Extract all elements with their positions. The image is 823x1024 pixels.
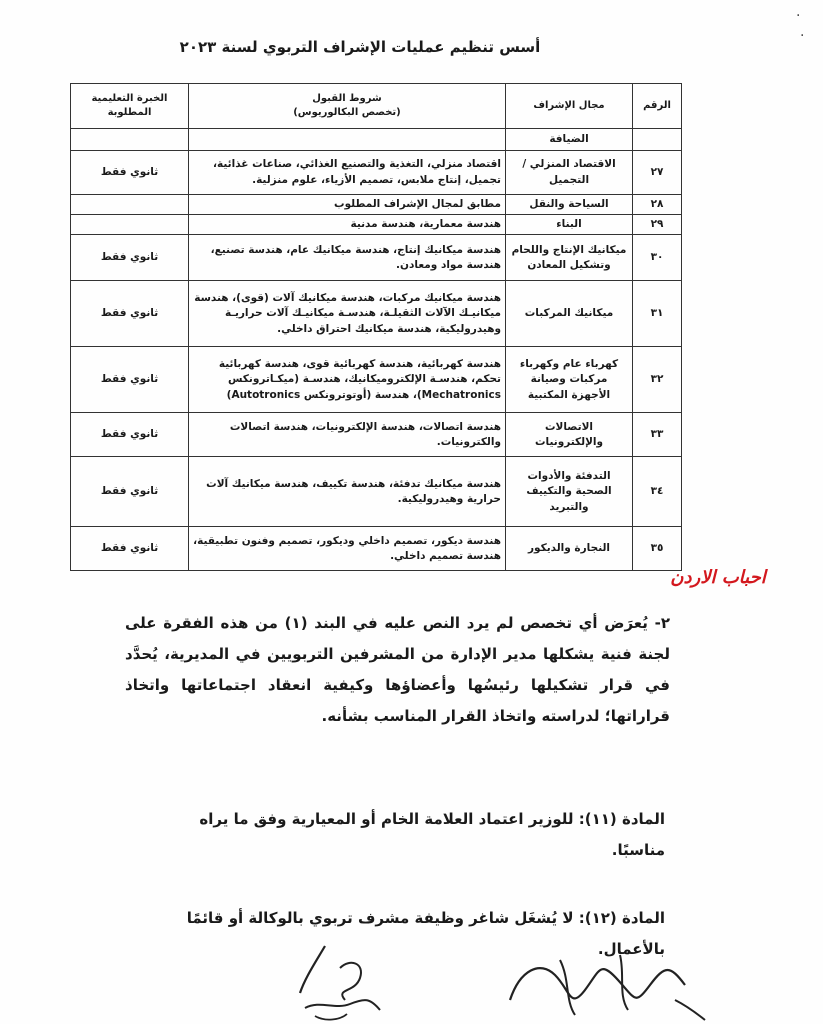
- supervision-table: [70, 83, 682, 571]
- table-row: [71, 195, 682, 215]
- cell-number: ٣٢: [633, 347, 682, 413]
- cell-conditions: هندسة معمارية، هندسة مدنية: [189, 215, 506, 235]
- table-row: [71, 527, 682, 571]
- table-row: [71, 235, 682, 281]
- cell-experience: ثانوي فقط: [71, 457, 189, 527]
- cell-conditions: هندسة اتصالات، هندسة الإلكترونيات، هندسة اتصالات والكترونيات.: [189, 413, 506, 457]
- cell-experience: [71, 129, 189, 151]
- cell-conditions: هندسة كهربائية، هندسة كهربائية قوى، هندسة كهربائية تحكم، هندسـة الإلكتروميكانيك، هندسـة (ميكـاترونكس Mechatronics)، هندسة (أوتوترونكس Autotronics): [189, 347, 506, 413]
- signature-left: [285, 938, 395, 1024]
- table-row: [71, 215, 682, 235]
- table-header-row: [71, 84, 682, 129]
- cell-number: ٣٠: [633, 235, 682, 281]
- clause-2-paragraph: ٢- يُعرَض أي تخصص لم يرد النص عليه في البند (١) من هذه الفقرة على لجنة فنية يشكلها مدير الإدارة من المشرفين التربويين في المديرية، يُحدَّد في قرار تشكيلها رئيسُها وأعضاؤها وكيفية انعقاد اجتماعاتها واتخاذ قراراتها؛ لدراسته واتخاذ القرار المناسب بشأنه.: [125, 614, 671, 725]
- cell-number: ٢٧: [633, 151, 682, 195]
- table-row: [71, 129, 682, 151]
- cell-area: ميكانيك الإنتاج واللحام وتشكيل المعادن: [506, 235, 633, 281]
- header-conditions-line1: شروط القبول: [312, 92, 382, 104]
- cell-area: كهرباء عام وكهرباء مركبات وصيانة الأجهزة المكتبية: [506, 347, 633, 413]
- scan-mark: ·: [800, 28, 805, 44]
- cell-number: ٣٥: [633, 527, 682, 571]
- cell-area: البناء: [506, 215, 633, 235]
- header-experience-line1: الخبرة التعليمية: [91, 92, 168, 104]
- cell-experience: ثانوي فقط: [71, 413, 189, 457]
- header-conditions: [189, 84, 506, 129]
- cell-conditions: اقتصاد منزلي، التغذية والتصنيع الغذائي، صناعات غذائية، تجميل، إنتاج ملابس، تصميم الأزياء، علوم منزلية.: [189, 151, 506, 195]
- cell-conditions: مطابق لمجال الإشراف المطلوب: [189, 195, 506, 215]
- cell-area: الضيافة: [506, 129, 633, 151]
- cell-area: الاتصالات والإلكترونيات: [506, 413, 633, 457]
- table-row: [71, 413, 682, 457]
- cell-conditions: هندسة ميكانيك مركبات، هندسة ميكانيك آلات (قوى)، هندسة ميكانيـك الآلات الثقيلـة، هندسـة ميكانيـك آلات حراريـة وهيدروليكية، هندسة ميكانيك احتراق داخلي.: [189, 281, 506, 347]
- cell-experience: ثانوي فقط: [71, 151, 189, 195]
- cell-number: ٣٣: [633, 413, 682, 457]
- cell-number: ٢٩: [633, 215, 682, 235]
- header-conditions-line2: (تخصص البكالوريوس): [293, 107, 401, 118]
- signature-right: [500, 940, 710, 1024]
- cell-area: السياحة والنقل: [506, 195, 633, 215]
- cell-experience: [71, 215, 189, 235]
- header-experience: [71, 84, 189, 129]
- header-experience-line2: المطلوبة: [107, 107, 152, 118]
- watermark-text: احباب الاردن: [670, 567, 766, 588]
- cell-area: التدفئة والأدوات الصحية والتكييف والتبريد: [506, 457, 633, 527]
- cell-experience: [71, 195, 189, 215]
- header-number: الرقم: [633, 84, 682, 129]
- cell-number: ٢٨: [633, 195, 682, 215]
- cell-experience: ثانوي فقط: [71, 235, 189, 281]
- header-area: مجال الإشراف: [506, 84, 633, 129]
- cell-area: ميكانيك المركبات: [506, 281, 633, 347]
- cell-conditions: هندسة ميكانيك إنتاج، هندسة ميكانيك عام، هندسة تصنيع، هندسة مواد ومعادن.: [189, 235, 506, 281]
- table-row: [71, 347, 682, 413]
- cell-conditions: هندسة ديكور، تصميم داخلي وديكور، تصميم وفنون تطبيقية، هندسة تصميم داخلي.: [189, 527, 506, 571]
- cell-experience: ثانوي فقط: [71, 347, 189, 413]
- cell-conditions: [189, 129, 506, 151]
- scan-mark: ·: [796, 8, 801, 24]
- document-title: أسس تنظيم عمليات الإشراف التربوي لسنة ٢٠٢٣: [179, 38, 541, 56]
- cell-number: ٣٤: [633, 457, 682, 527]
- cell-area: الاقتصاد المنزلي / التجميل: [506, 151, 633, 195]
- article-12: المادة (١٢): لا يُشغَل شاغر وظيفة مشرف تربوي بالوكالة أو قائمًا بالأعمال.: [186, 909, 665, 958]
- cell-experience: ثانوي فقط: [71, 527, 189, 571]
- cell-experience: ثانوي فقط: [71, 281, 189, 347]
- cell-number: ٣١: [633, 281, 682, 347]
- cell-area: النجارة والديكور: [506, 527, 633, 571]
- cell-conditions: هندسة ميكانيك تدفئة، هندسة تكييف، هندسة ميكانيك آلات حرارية وهيدروليكية.: [189, 457, 506, 527]
- cell-number: [633, 129, 682, 151]
- table-row: [71, 457, 682, 527]
- table-row: [71, 281, 682, 347]
- article-11: المادة (١١): للوزير اعتماد العلامة الخام أو المعيارية وفق ما يراه مناسبًا.: [199, 810, 665, 859]
- table-row: [71, 151, 682, 195]
